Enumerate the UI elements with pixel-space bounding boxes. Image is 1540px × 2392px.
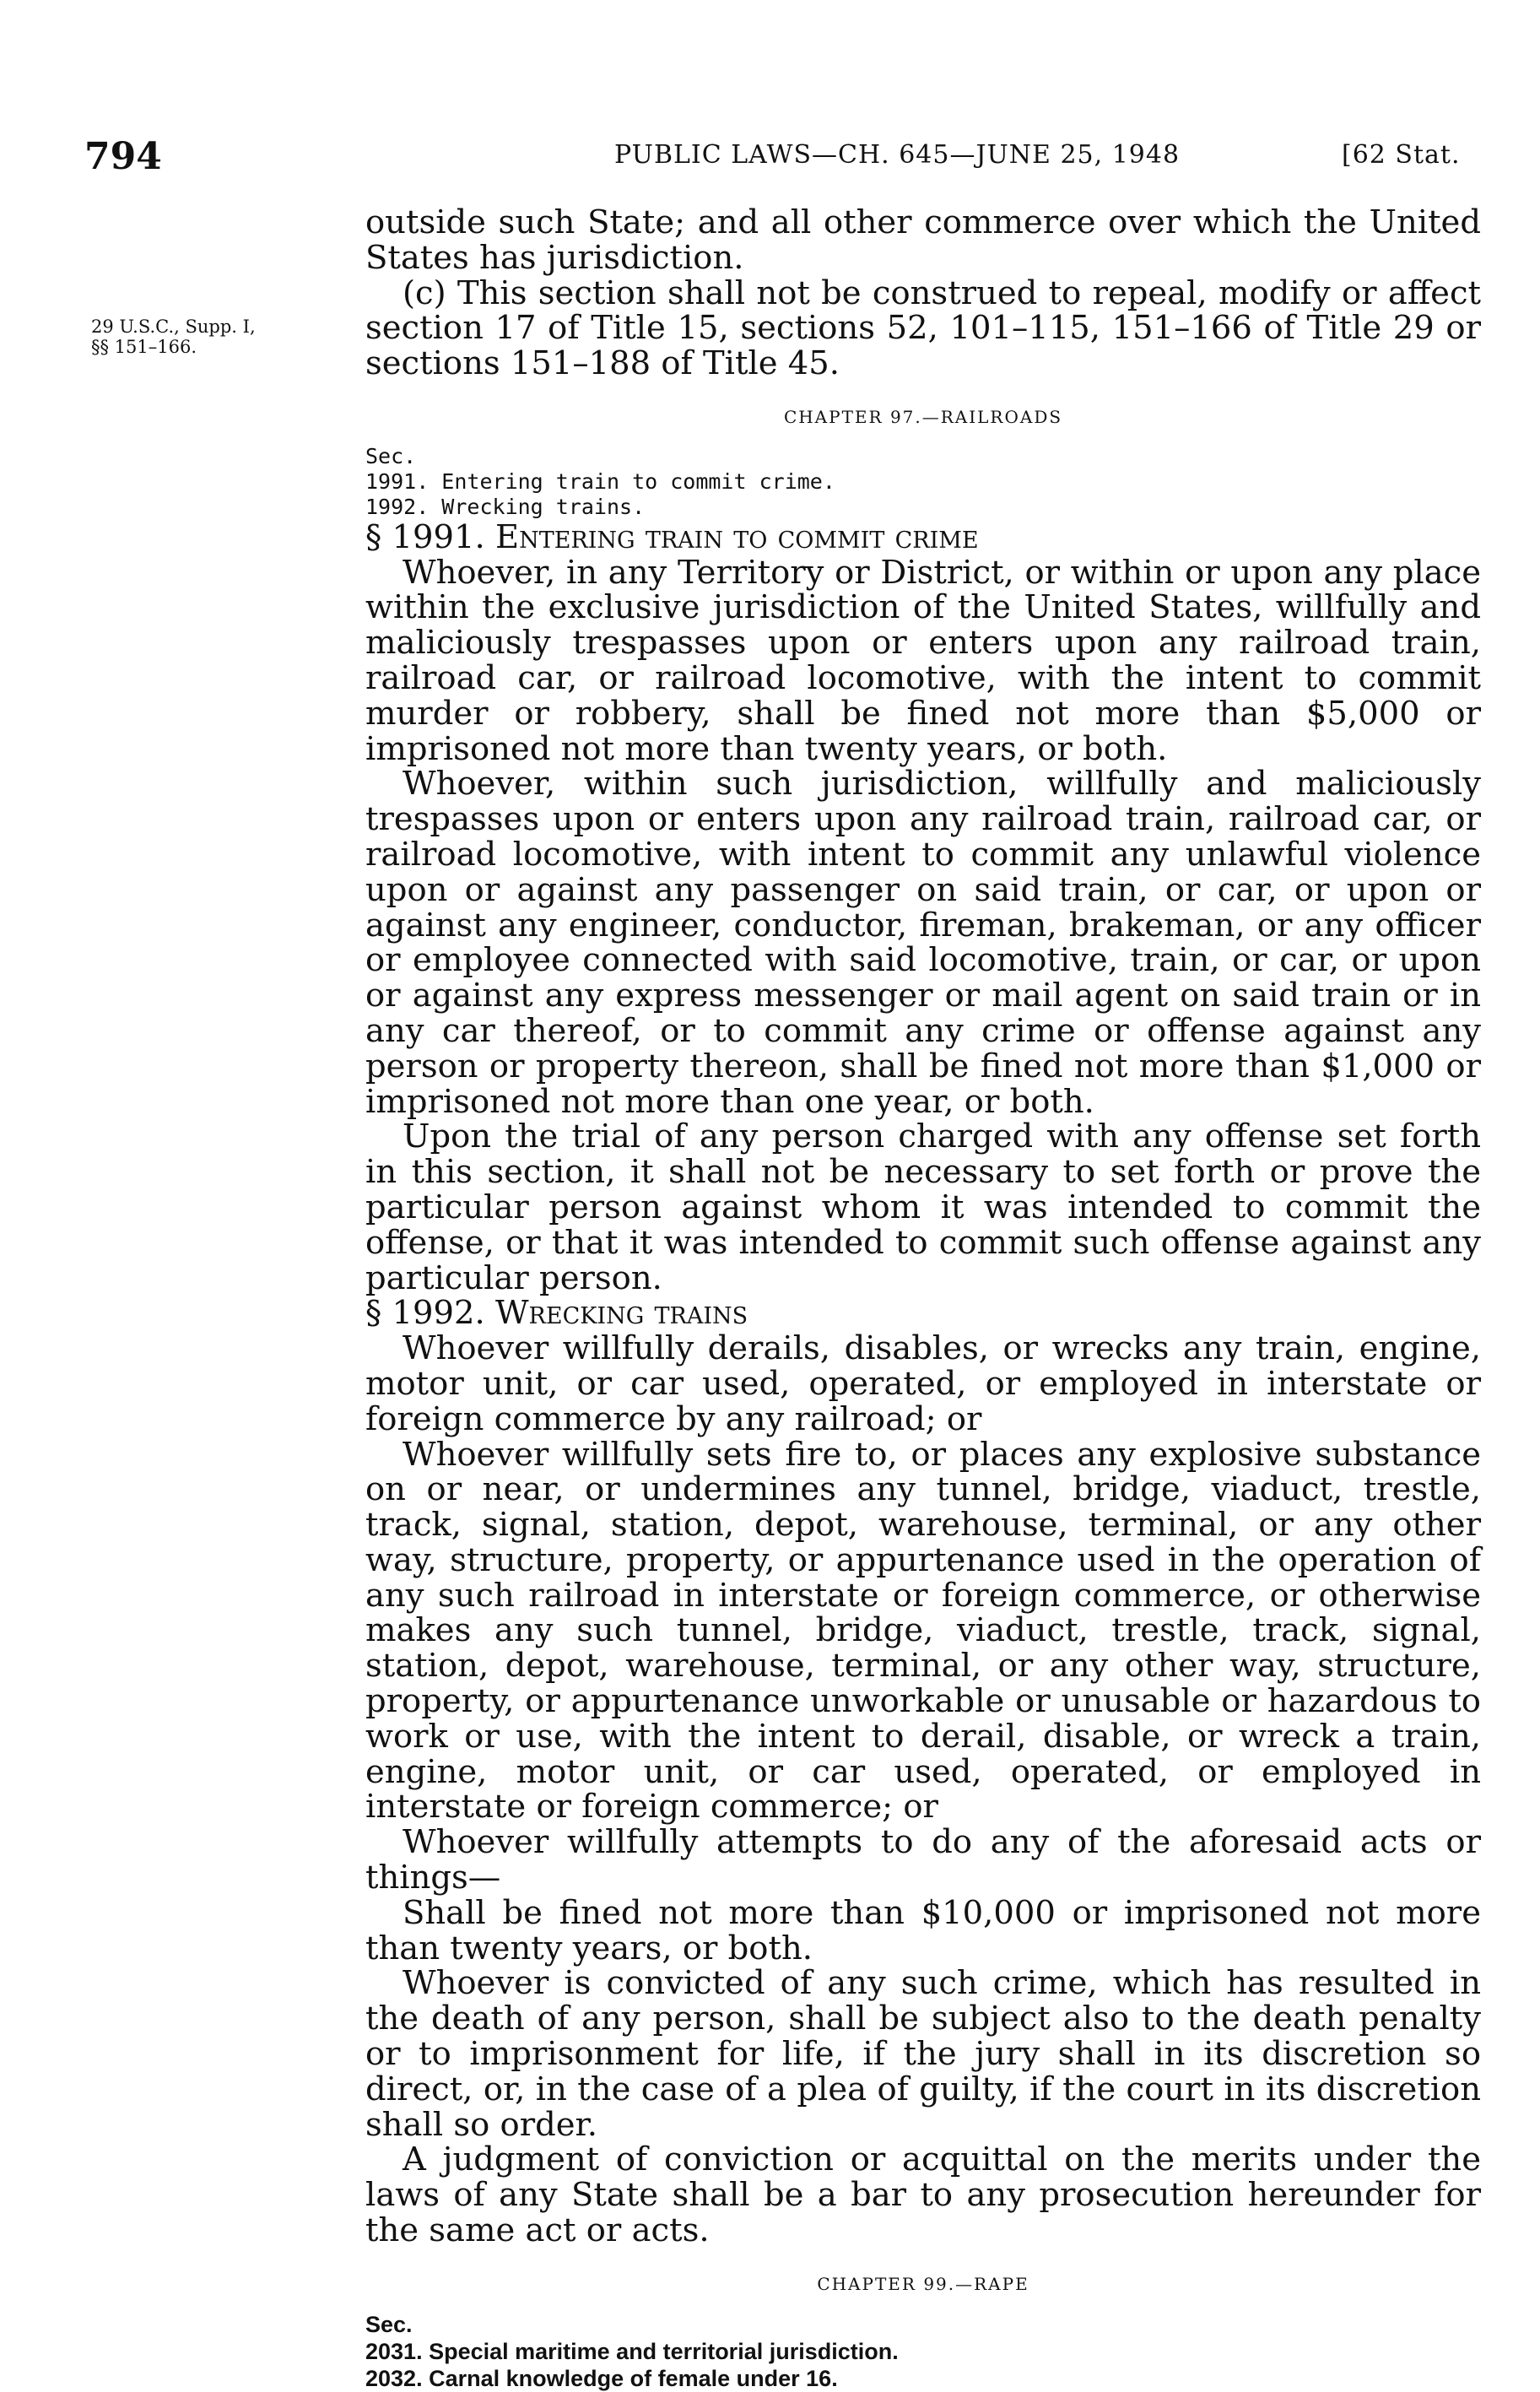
- chapter-99-heading: CHAPTER 99.—RAPE: [817, 2273, 1029, 2294]
- section-1992-heading: [365, 1296, 1481, 1331]
- contents-item: 2031. Special maritime and territorial jurisdiction.: [365, 2338, 899, 2364]
- contents-item: 2032. Carnal knowledge of female under 16.: [365, 2365, 838, 2391]
- subsection-c: (c) This section shall not be construed to repeal, modify or affect section 17 of Title 15, sections 52, 101–115, 151–166 of Title 29 or sections 151–188 of Title 45.: [365, 273, 1481, 383]
- section-number: § 1991.: [365, 517, 485, 556]
- running-head: PUBLIC LAWS—CH. 645—JUNE 25, 1948: [614, 140, 1181, 170]
- section-paragraph: Whoever is convicted of any such crime, which has resulted in the death of any person, shall be subject also to the death penalty or to imprisonment for life, if the jury shall in its discretion so direct, or, in the case of a plea of guilty, if the court in its discretion shall so order.: [365, 1964, 1481, 2144]
- margin-note: [91, 317, 256, 357]
- section-paragraph: Whoever, within such jurisdiction, willfully and maliciously trespasses upon or enters upon any railroad train, railroad car, or railroad locomotive, with intent to commit any unlawful violence upon or against any passenger on said train, or car, or upon or against any engineer, conductor, fireman, brakeman, or any officer or employee connected with said locomotive, train, or car, or upon or against any express messenger or mail agent on said train or in any car thereof, or to commit any crime or offense against any person or property thereon, shall be fined not more than $1,000 or imprisoned not more than one year, or both.: [365, 765, 1481, 1121]
- section-title: Entering train to commit crime: [494, 517, 979, 556]
- sec-label: Sec.: [365, 443, 417, 468]
- section-paragraph: Whoever willfully attempts to do any of the aforesaid acts or things—: [365, 1823, 1481, 1897]
- sec-label: Sec.: [365, 2311, 413, 2337]
- main-text: [365, 205, 1481, 2392]
- section-paragraph: Upon the trial of any person charged with any offense set forth in this section, it shall not be necessary to set forth or prove the particular person against whom it was intended to commit the offense, or that it was intended to commit such offense against any particular person.: [365, 1118, 1481, 1297]
- page-number: 794: [84, 135, 162, 178]
- margin-note-line: 29 U.S.C., Supp. I,: [91, 317, 256, 337]
- section-1991-heading: [365, 517, 1481, 556]
- chapter-97-heading: CHAPTER 97.—RAILROADS: [783, 406, 1063, 427]
- page-header: [0, 135, 1540, 186]
- section-paragraph: Whoever, in any Territory or District, or within or upon any place within the exclusive jurisdiction of the United States, willfully and maliciously trespasses upon or enters upon any railroad train, railroad car, or railroad locomotive, with the intent to commit murder or robbery, shall be fined not more than $5,000 or imprisoned not more than twenty years, or both.: [365, 553, 1481, 768]
- statute-reference: [62 Stat.: [1342, 140, 1461, 170]
- continued-paragraph: outside such State; and all other commerce over which the United States has jurisdiction.: [365, 203, 1481, 277]
- section-paragraph: Whoever willfully derails, disables, or wrecks any train, engine, motor unit, or car used, operated, or employed in interstate or foreign commerce by any railroad; or: [365, 1329, 1481, 1438]
- section-number: § 1992.: [365, 1294, 485, 1333]
- chapter-99-contents: [365, 2311, 1481, 2392]
- section-paragraph: A judgment of conviction or acquittal on the merits under the laws of any State shall be a bar to any prosecution hereunder for the same act or acts.: [365, 2140, 1481, 2250]
- contents-item: 1991. Entering train to commit crime.: [365, 468, 835, 494]
- section-paragraph: Shall be fined not more than $10,000 or imprisoned not more than twenty years, or both.: [365, 1893, 1481, 1967]
- section-paragraph: Whoever willfully sets fire to, or places any explosive substance on or near, or undermines any tunnel, bridge, viaduct, trestle, track, signal, station, depot, warehouse, terminal, or any other way, structure, property, or appurtenance used in the operation of any such railroad in interstate or foreign commerce, or otherwise makes any such tunnel, bridge, viaduct, trestle, track, signal, station, depot, warehouse, terminal, or any other way, structure, property, or appurtenance unworkable or unusable or hazardous to work or use, with the intent to derail, disable, or wreck a train, engine, motor unit, or car used, operated, or employed in interstate or foreign commerce; or: [365, 1435, 1481, 1826]
- contents-item: 1992. Wrecking trains.: [365, 494, 646, 519]
- section-title: Wrecking trains: [494, 1294, 748, 1333]
- chapter-97-contents: [365, 444, 1481, 520]
- margin-note-line: §§ 151–166.: [91, 337, 197, 357]
